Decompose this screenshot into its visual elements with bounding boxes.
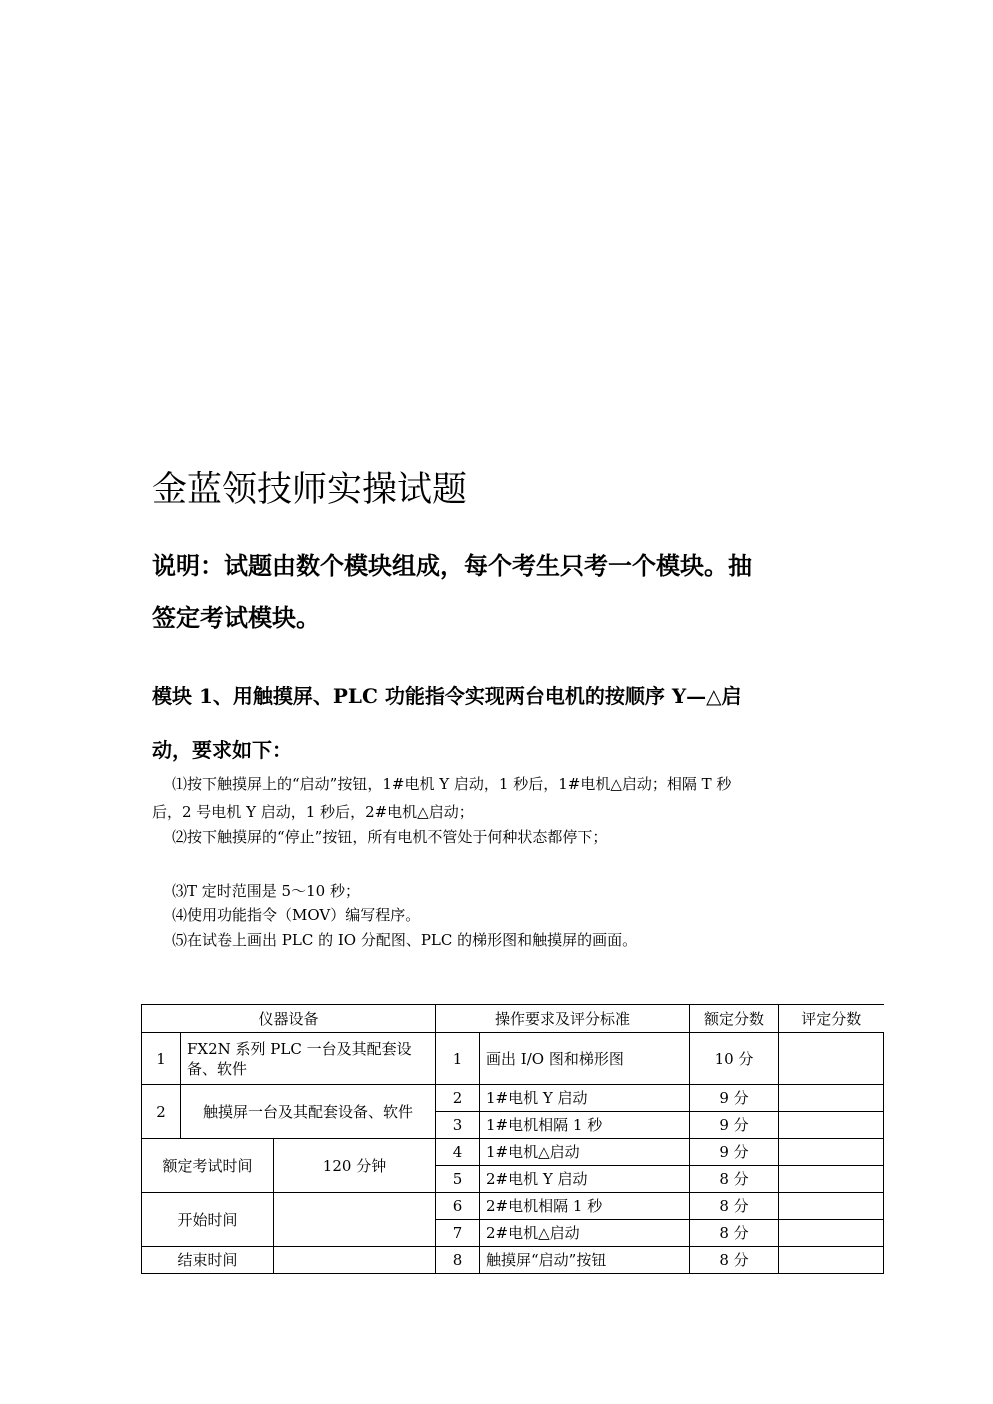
requirement-3: ⑶T 定时范围是 5～10 秒； <box>172 882 360 900</box>
header-rated-points: 额定分数 <box>690 1005 779 1033</box>
table-row <box>142 1193 884 1220</box>
end-time-label: 结束时间 <box>142 1247 274 1274</box>
item-points: 8 分 <box>690 1220 779 1247</box>
item-points: 8 分 <box>690 1166 779 1193</box>
item-score <box>779 1220 884 1247</box>
requirement-5: ⑸在试卷上画出 PLC 的 IO 分配图、PLC 的梯形图和触摸屏的画面。 <box>172 931 638 949</box>
item-description: 1#电机△启动 <box>480 1139 690 1166</box>
item-points: 10 分 <box>690 1033 779 1085</box>
instruction-line-2: 签定考试模块。 <box>152 603 320 632</box>
item-points: 9 分 <box>690 1139 779 1166</box>
requirement-2: ⑵按下触摸屏的“停止”按钮，所有电机不管处于何种状态都停下； <box>172 828 608 846</box>
item-description: 触摸屏“启动”按钮 <box>480 1247 690 1274</box>
exam-duration-label: 额定考试时间 <box>142 1139 274 1193</box>
item-description: 2#电机 Y 启动 <box>480 1166 690 1193</box>
item-description: 画出 I/O 图和梯形图 <box>480 1033 690 1085</box>
module-heading-line-2: 动，要求如下： <box>152 738 292 762</box>
table-row <box>142 1139 884 1166</box>
requirement-1b: 后，2 号电机 Y 启动，1 秒后，2#电机△启动； <box>152 803 474 821</box>
item-no: 8 <box>436 1247 480 1274</box>
scoring-table <box>141 1004 884 1274</box>
item-no: 2 <box>436 1085 480 1112</box>
page-title: 金蓝领技师实操试题 <box>152 470 468 510</box>
start-time-value <box>274 1193 436 1247</box>
requirement-1a: ⑴按下触摸屏上的“启动”按钮，1#电机 Y 启动，1 秒后，1#电机△启动；相隔 T 秒 <box>172 775 732 793</box>
item-score <box>779 1193 884 1220</box>
item-no: 7 <box>436 1220 480 1247</box>
header-operation: 操作要求及评分标准 <box>436 1005 690 1033</box>
item-description: 2#电机相隔 1 秒 <box>480 1193 690 1220</box>
end-time-value <box>274 1247 436 1274</box>
item-description: 2#电机△启动 <box>480 1220 690 1247</box>
item-score <box>779 1139 884 1166</box>
exam-duration-value: 120 分钟 <box>274 1139 436 1193</box>
item-points: 9 分 <box>690 1085 779 1112</box>
item-no: 5 <box>436 1166 480 1193</box>
table-row <box>142 1085 884 1112</box>
table-row <box>142 1247 884 1274</box>
item-points: 8 分 <box>690 1193 779 1220</box>
item-points: 8 分 <box>690 1247 779 1274</box>
header-score: 评定分数 <box>779 1005 884 1033</box>
equipment-no: 2 <box>142 1085 181 1139</box>
item-score <box>779 1085 884 1112</box>
item-no: 6 <box>436 1193 480 1220</box>
item-points: 9 分 <box>690 1112 779 1139</box>
instruction-line-1: 说明：试题由数个模块组成，每个考生只考一个模块。抽 <box>152 551 752 580</box>
requirement-4: ⑷使用功能指令（MOV）编写程序。 <box>172 906 421 924</box>
item-score <box>779 1112 884 1139</box>
table-header-row <box>142 1005 884 1033</box>
item-no: 1 <box>436 1033 480 1085</box>
table-row <box>142 1033 884 1085</box>
item-score <box>779 1247 884 1274</box>
module-heading-line-1: 模块 1、用触摸屏、PLC 功能指令实现两台电机的按顺序 Y—△启 <box>152 684 742 708</box>
equipment-no: 1 <box>142 1033 181 1085</box>
item-description: 1#电机 Y 启动 <box>480 1085 690 1112</box>
item-score <box>779 1033 884 1085</box>
item-no: 4 <box>436 1139 480 1166</box>
item-description: 1#电机相隔 1 秒 <box>480 1112 690 1139</box>
equipment-name: FX2N 系列 PLC 一台及其配套设备、软件 <box>181 1033 436 1085</box>
header-equipment: 仪器设备 <box>142 1005 436 1033</box>
start-time-label: 开始时间 <box>142 1193 274 1247</box>
item-score <box>779 1166 884 1193</box>
equipment-name: 触摸屏一台及其配套设备、软件 <box>181 1085 436 1139</box>
item-no: 3 <box>436 1112 480 1139</box>
